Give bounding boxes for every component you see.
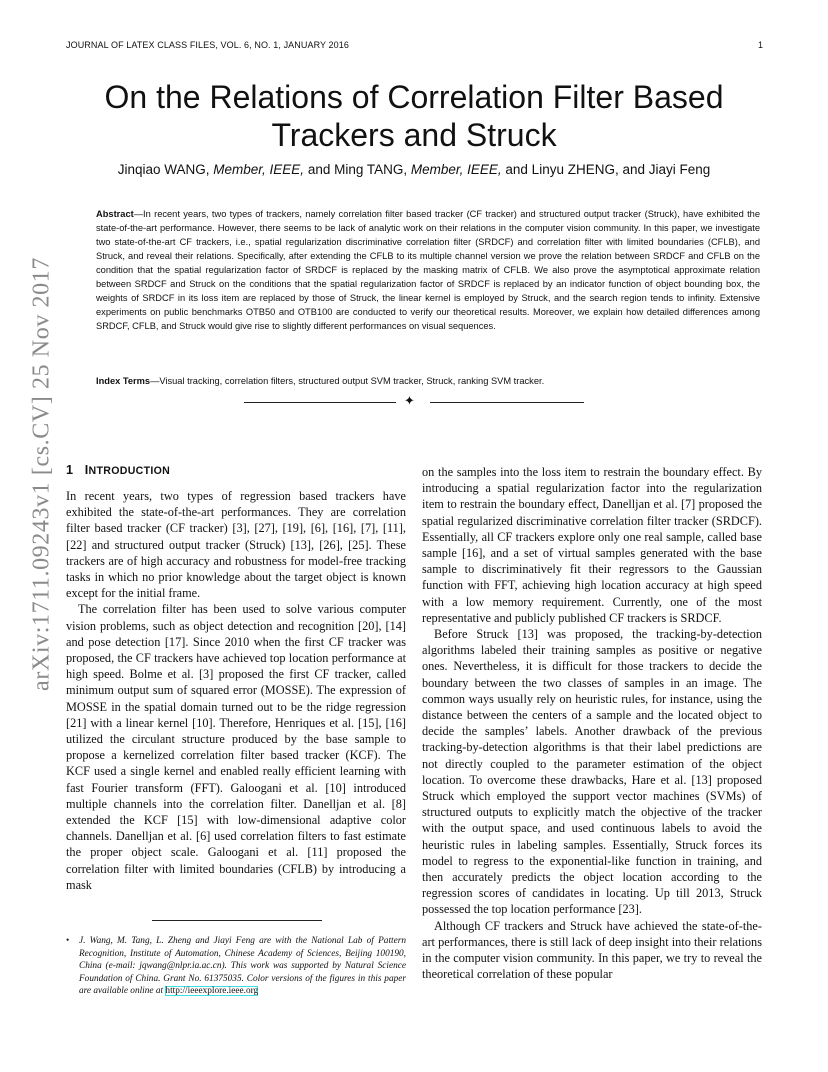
paragraph-intro-5: Although CF trackers and Struck have achieved the state-of-the-art performances, there is still lack of deep insight into their relations in the computer vision community. In this paper, we try to reveal the theoretical correlation of these popular (422, 918, 762, 982)
index-terms-label: Index Terms (96, 376, 151, 386)
left-column (66, 488, 406, 893)
abstract (96, 207, 760, 333)
separator-diamond-icon: ✦ (404, 393, 415, 408)
paragraph-intro-4: Before Struck [13] was proposed, the tracking-by-detection algorithms labeled their training samples as positive or negative ones. Nevertheless, it is difficult for those trackers to decide the boundary between the two classes of samples in an image. The common ways usually rely on heuristic rules, for instance, using the distance between the centers of a sample and the located object to decide the samples’ labels. Another drawback of the previous tracking-by-detection algorithms is that their label predictions are not directly coupled to the parameter estimation of the object location. To overcome these drawbacks, Hare et al. [13] proposed Struck which employed the support vector machines (SVMs) of structured outputs to explicitly match the objective of the tracker with the output space, and used continuous labels to avoid the heuristic rules in labeling samples. Essentially, Struck forces its model to regress to the exponential-like function in training, and then accurately predicts the object location according to the regression scores of candidates in locating. Up till 2013, Struck possessed the top location performance [23]. (422, 627, 762, 917)
separator-right-rule (430, 402, 584, 403)
abstract-label: Abstract (96, 209, 134, 219)
index-terms-text: —Visual tracking, correlation filters, structured output SVM tracker, Struck, ranking SVM tracker. (150, 376, 545, 386)
author-list (66, 162, 762, 177)
running-header: JOURNAL OF LATEX CLASS FILES, VOL. 6, NO. 1, JANUARY 2016 (66, 40, 349, 50)
ieee-explore-link[interactable]: http://ieeexplore.ieee.org (165, 986, 259, 997)
index-terms (96, 374, 760, 388)
separator-left-rule (244, 402, 396, 403)
author-3-4: and Linyu ZHENG, and Jiayi Feng (501, 162, 711, 177)
abstract-text: —In recent years, two types of trackers, namely correlation filter based tracker (CF tracker) and structured output tracker (Struck), have exhibited the state-of-the-art performance. However, there seems to be lack of analytic work on their relations in the computer vision community. In this paper, we investigate two state-of-the-art CF trackers, i.e., spatial regularization discriminative correlation filter (SRDCF) and correlation filter with limited boundaries (CFLB), and Struck, and reveal their relations. Specifically, after extending the CFLB to its multiple channel version we prove the relation between SRDCF and CFLB on the condition that the spatial regularization factor of SRDCF is replaced by the masking matrix of CFLB. We also prove the asymptotical approximate relation between SRDCF and Struck on the conditions that the spatial regularization factor of SRDCF is replaced by an indicator function of object bounding box, the weights of SRDCF in its loss item are replaced by those of Struck, the linear kernel is employed by Struck, and the search region tends to infinity. Extensive experiments on public benchmarks OTB50 and OTB100 are conducted to verify our theoretical results. Moreover, we explain how detailed differences among SRDCF, CFLB, and Struck would give rise to slightly different performances on visual sequences. (96, 209, 760, 331)
author-1-role: Member, IEEE, (213, 162, 305, 177)
author-2-role: Member, IEEE, (410, 162, 502, 177)
right-column (422, 464, 762, 983)
section-title-rest: NTRODUCTION (88, 465, 171, 477)
page-number: 1 (758, 40, 764, 50)
paragraph-intro-3: on the samples into the loss item to restrain the boundary effect. By introducing a spatial regularization factor into the regularization item to restrain the boundary effect, Danelljan et al. [7] proposed the spatial regularized discriminative correlation filter tracker (SRDCF). Essentially, all CF trackers explore only one real sample, called base sample [16], and a set of virtual samples generated with the base sample to discriminatively fit their regressors to the Gaussian function with FFT, achieving high location accuracy at high speed with a low memory requirement. Currently, one of the most representative and publicly published CF trackers is SRDCF. (422, 465, 762, 625)
footnote-rule (152, 920, 322, 921)
section-number: 1 (66, 463, 74, 477)
footnote-text: J. Wang, M. Tang, L. Zheng and Jiayi Feng are with the National Lab of Pattern Recognition, Institute of Automation, Chinese Academy of Sciences, Beijing 100190, China (e-mail: jqwang@nlpr.ia.ac.cn). This work was supported by Natural Science Foundation of China. Grant No. 61375035. Color versions of the figures in this paper are available online at (79, 936, 406, 997)
author-1: Jinqiao WANG, (117, 162, 214, 177)
section-heading (66, 463, 170, 477)
footnote (66, 935, 406, 998)
author-2: and Ming TANG, (304, 162, 411, 177)
footnote-bullet-icon: • (66, 936, 70, 946)
arxiv-identifier: arXiv:1711.09243v1 [cs.CV] 25 Nov 2017 (28, 257, 55, 691)
footnote-body (79, 935, 406, 998)
paper-title: On the Relations of Correlation Filter Based Trackers and Struck (104, 79, 724, 153)
section-title-initial: I (84, 463, 89, 477)
paragraph-intro-1: In recent years, two types of regression based trackers have exhibited the state-of-the-art performances. They are correlation filter based tracker (CF tracker) [3], [27], [19], [6], [16], [7], [11], [22] and structured output tracker (Struck) [13], [26], [25]. These trackers are of high accuracy and robustness for model-free tracking tasks in which no prior knowledge about the target object is known except for the initial frame. (66, 489, 406, 601)
paragraph-intro-2: The correlation filter has been used to solve various computer vision problems, such as object detection and recognition [20], [14] and pose detection [17]. Since 2010 when the first CF tracker was proposed, the CF trackers have achieved top location performance at high speed. Bolme et al. [3] proposed the first CF tracker, called minimum output sum of squared error (MOSSE). The expression of MOSSE in the spatial domain turned out to be the ridge regression [21] with a linear kernel [10]. Therefore, Henriques et al. [15], [16] utilized the circulant structure produced by the base sample to propose a kernelized correlation filter based tracker (KCF). The KCF used a single kernel and enabled really efficient learning with fast Fourier transform (FFT). Galoogani et al. [10] introduced multiple channels into the correlation filter. Danelljan et al. [8] extended the KCF [15] with low-dimensional adaptive color channels. Danelljan et al. [6] used correlation filters to fast estimate the proper object scale. Galoogani et al. [11] proposed the correlation filter with limited boundaries (CFLB) by introducing a mask (66, 602, 406, 892)
